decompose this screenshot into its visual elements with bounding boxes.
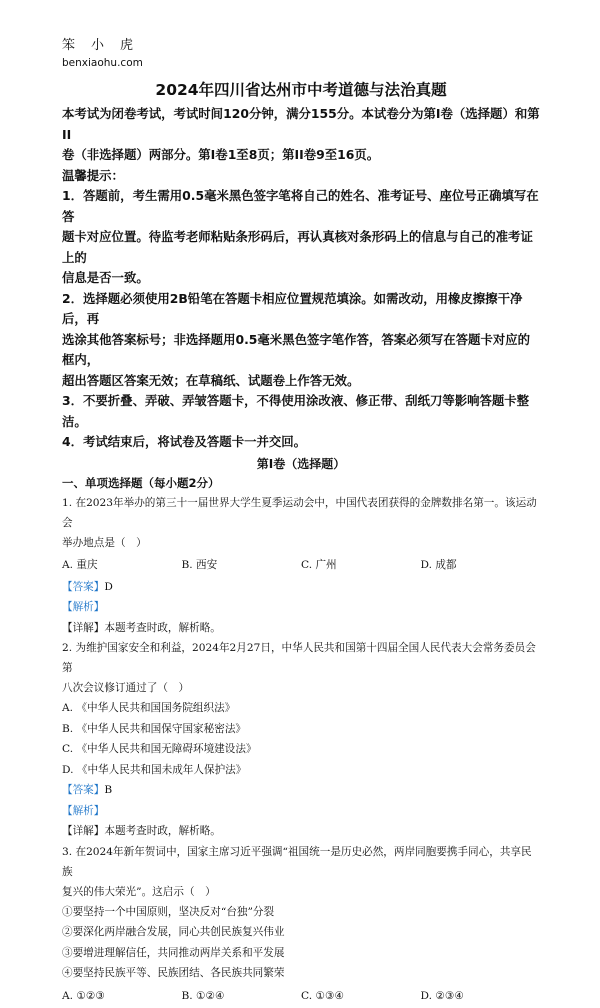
brand-logo-text: 笨小虎 <box>62 38 150 53</box>
option-d: D. 《中华人民共和国未成年人保护法》 <box>62 763 247 776</box>
option-b: B. 西安 <box>181 558 218 571</box>
option-c: C. 广州 <box>301 558 337 571</box>
question-2 <box>62 638 540 842</box>
detail-text: 【详解】本题考查时政，解析略。 <box>62 621 221 634</box>
option-b: B. ①②④ <box>181 989 225 1002</box>
instructions <box>62 104 540 453</box>
answer-value: D <box>104 580 113 593</box>
intro-line: 信息是否一致。 <box>62 270 149 285</box>
option-c: C. ①③④ <box>301 989 344 1002</box>
section-title: 一、单项选择题（每小题2分） <box>62 475 220 490</box>
intro-line: 超出答题区答案无效；在草稿纸、试题卷上作答无效。 <box>62 372 360 388</box>
option-a: A. ①②③ <box>62 989 105 1002</box>
intro-line: 4．考试结束后，将试卷及答题卡一并交回。 <box>62 434 307 449</box>
analysis-label: 【解析】 <box>62 601 105 613</box>
answer-line <box>62 577 540 598</box>
intro-line: 卷（非选择题）两部分。第I卷1至8页；第II卷9至16页。 <box>62 147 380 162</box>
statement-2: ②要深化两岸融合发展，同心共创民族复兴伟业 <box>62 926 285 938</box>
options-row <box>62 555 540 575</box>
question-stem: 八次会议修订通过了（ ） <box>62 682 190 694</box>
answer-value: B <box>104 784 113 796</box>
intro-line: 3．不要折叠、弄破、弄皱答题卡，不得使用涂改液、修正带、刮纸刀等影响答题卡整洁。 <box>62 393 530 429</box>
option-d: D. ②③④ <box>420 989 464 1002</box>
question-stem: 2. 为维护国家安全和利益，2024年2月27日，中华人民共和国第十四届全国人民代表大会常务委员会第 <box>62 642 536 674</box>
intro-line: 2．选择题必须使用2B铅笔在答题卡相应位置规范填涂。如需改动，用橡皮擦擦干净后，再 <box>62 290 523 326</box>
answer-line <box>62 780 540 801</box>
question-stem: 3. 在2024年新年贺词中，国家主席习近平强调“祖国统一是历史必然，两岸同胞要携手同心，共享民族 <box>62 845 532 878</box>
question-3 <box>62 842 540 1006</box>
question-stem: 复兴的伟大荣光”。这启示（ ） <box>62 885 216 898</box>
answer-label: 【答案】 <box>62 580 105 593</box>
site-url: benxiaohu.com <box>62 57 143 69</box>
option-a: A. 《中华人民共和国国务院组织法》 <box>62 702 236 714</box>
part-title: 第I卷（选择题） <box>256 456 346 471</box>
intro-line: 题卡对应位置。待监考老师粘贴条形码后，再认真核对条形码上的信息与自己的准考证上的 <box>62 229 533 265</box>
detail-text: 【详解】本题考查时政，解析略。 <box>62 825 221 837</box>
option-b: B. 《中华人民共和国保守国家秘密法》 <box>62 722 247 735</box>
intro-line: 本考试为闭卷考试，考试时间120分钟，满分155分。本试卷分为第I卷（选择题）和第II <box>62 106 540 142</box>
options-row <box>62 986 540 1006</box>
intro-line: 温馨提示： <box>62 167 124 183</box>
intro-line: 1．答题前，考生需用0.5毫米黑色签字笔将自己的姓名、准考证号、座位号正确填写在答 <box>62 188 539 224</box>
answer-label: 【答案】 <box>62 784 105 796</box>
page-title: 2024年四川省达州市中考道德与法治真题 <box>155 81 447 99</box>
question-1 <box>62 493 540 639</box>
option-d: D. 成都 <box>420 558 457 571</box>
statement-4: ④要坚持民族平等、民族团结、各民族共同繁荣 <box>62 967 285 979</box>
question-stem: 1. 在2023年举办的第三十一届世界大学生夏季运动会中，中国代表团获得的金牌数排名第一。该运动会 <box>62 496 537 529</box>
statement-1: ①要坚持一个中国原则，坚决反对“台独”分裂 <box>62 905 275 918</box>
intro-line: 选涂其他答案标号；非选择题用0.5毫米黑色签字笔作答，答案必须写在答题卡对应的框内， <box>62 331 531 367</box>
analysis-label: 【解析】 <box>62 804 105 817</box>
statement-3: ③要增进理解信任，共同推动两岸关系和平发展 <box>62 946 285 959</box>
option-c: C. 《中华人民共和国无障碍环境建设法》 <box>62 743 257 755</box>
exam-content <box>62 80 540 1008</box>
page-header <box>62 38 149 70</box>
question-stem: 举办地点是（ ） <box>62 536 147 549</box>
option-a: A. 重庆 <box>62 558 98 571</box>
